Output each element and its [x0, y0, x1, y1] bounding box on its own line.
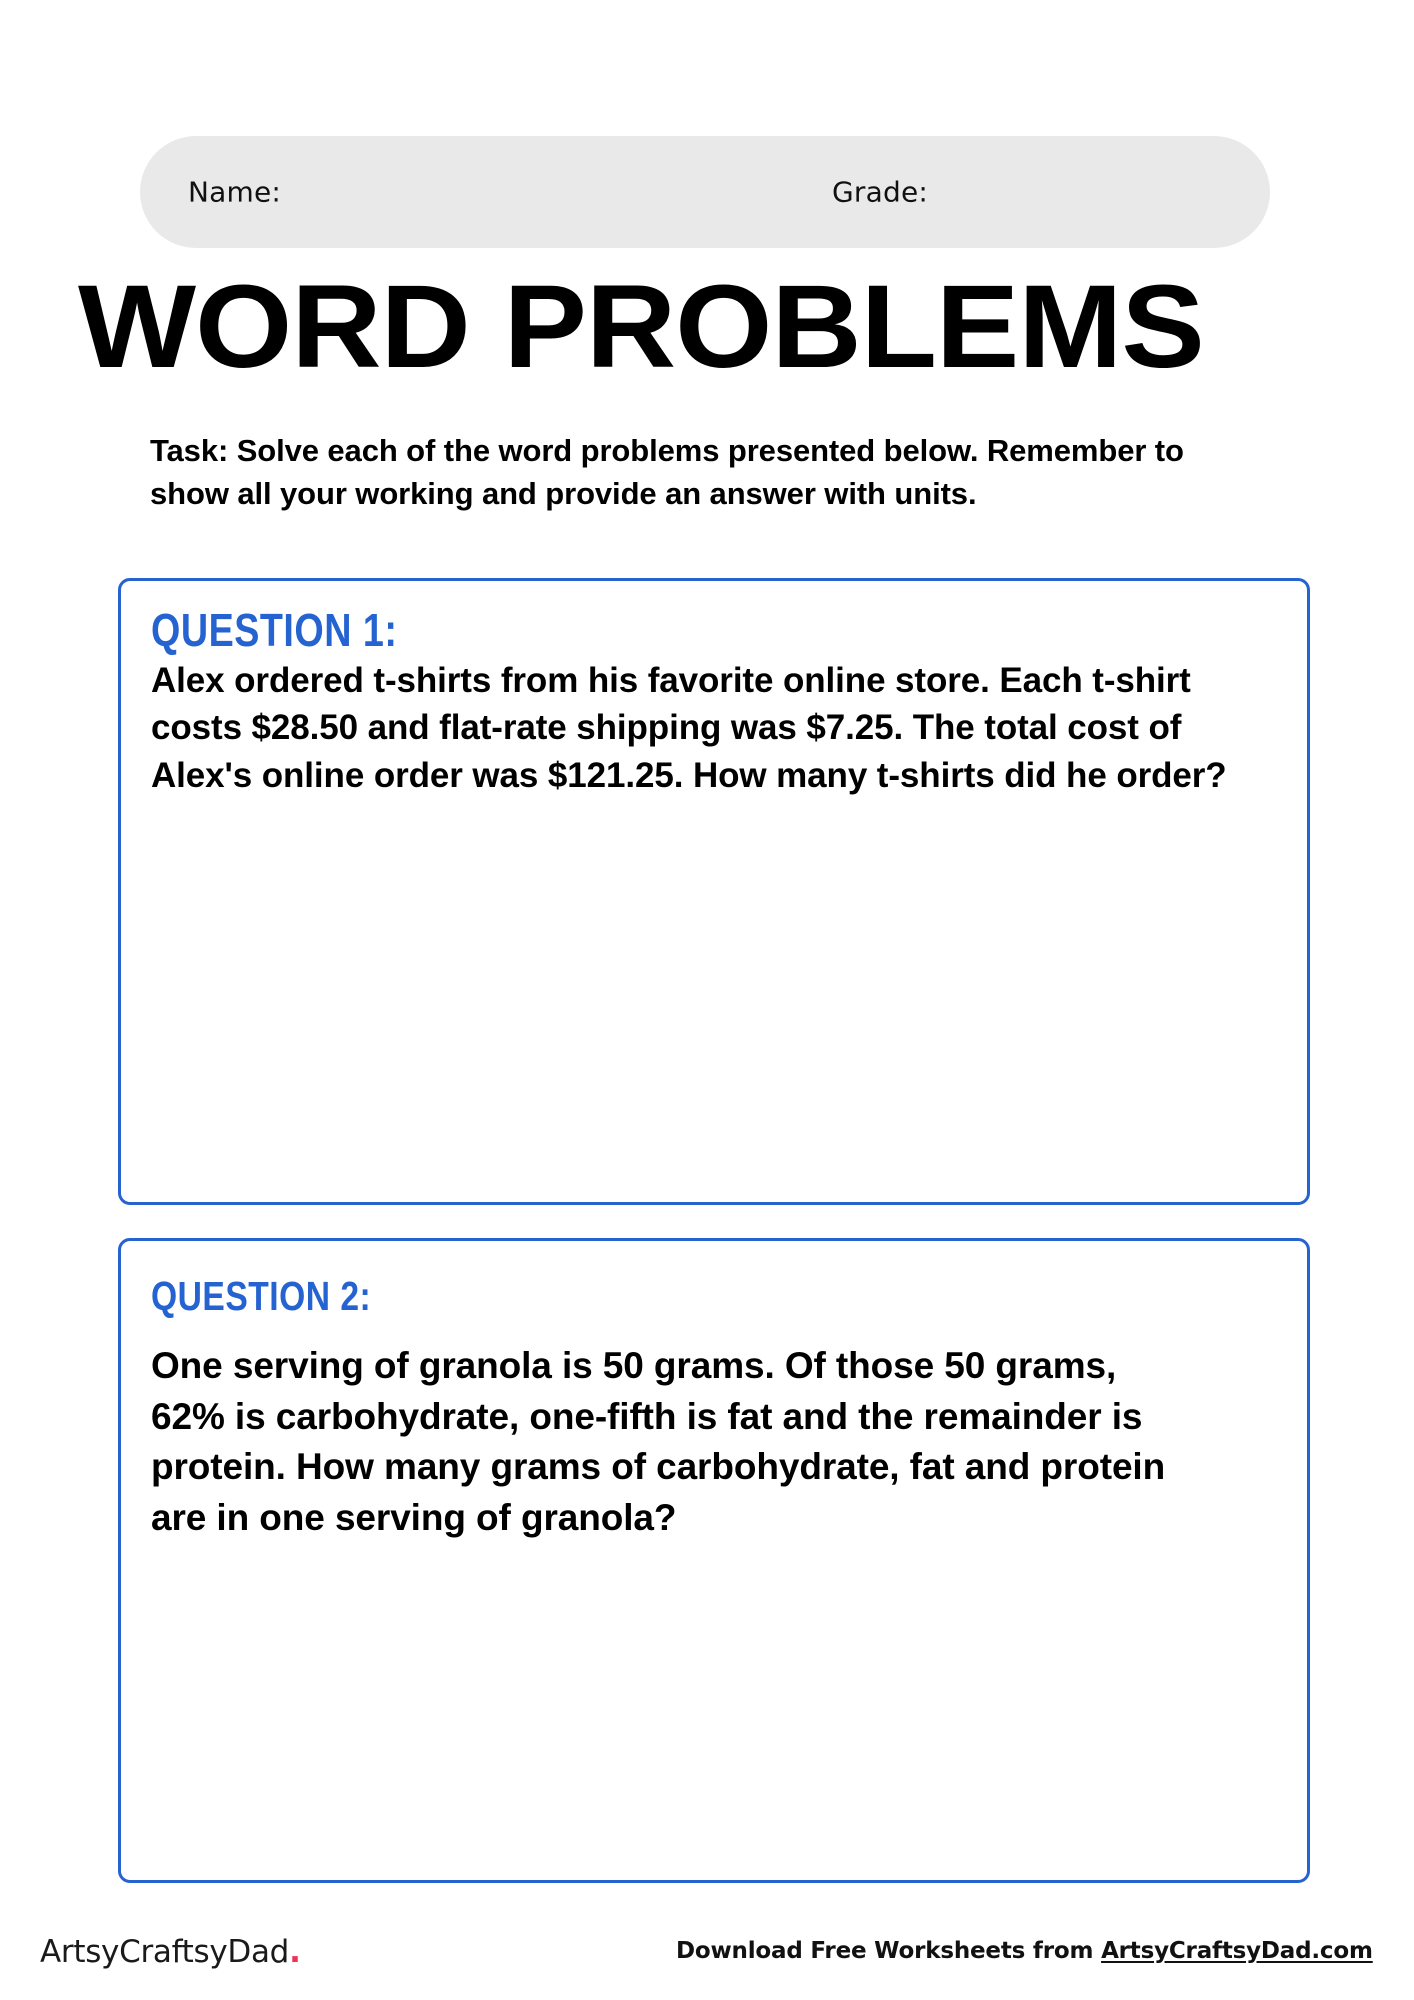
- footer-cta: [676, 1938, 1373, 1964]
- name-grade-bar: [140, 136, 1270, 248]
- question-box-2: [118, 1238, 1310, 1883]
- name-label: Name:: [188, 175, 282, 209]
- brand-logo-text: ArtsyCraftsyDad: [40, 1934, 290, 1970]
- question-1-label: QUESTION 1:: [151, 604, 398, 656]
- grade-label: Grade:: [832, 175, 929, 209]
- question-box-1: [118, 578, 1310, 1205]
- task-instructions: Task: Solve each of the word problems presented below. Remember to show all your working and provide an answer with units.: [150, 433, 1184, 511]
- brand-logo-dot: .: [289, 1934, 301, 1970]
- page-title: WORD PROBLEMS: [78, 261, 1204, 393]
- footer-cta-prefix: Download Free Worksheets from: [676, 1938, 1102, 1964]
- question-2-label: QUESTION 2:: [151, 1273, 372, 1319]
- question-2-text: One serving of granola is 50 grams. Of those 50 grams, 62% is carbohydrate, one-fifth is fat and the remainder is protein. How many grams of carbohydrate, fat and protein are in one serving of granola?: [151, 1345, 1166, 1539]
- brand-logo: [40, 1934, 301, 1970]
- footer-cta-link[interactable]: ArtsyCraftsyDad.com: [1101, 1938, 1373, 1964]
- question-1-text: Alex ordered t-shirts from his favorite online store. Each t-shirt costs $28.50 and flat-rate shipping was $7.25. The total cost of Alex's online order was $121.25. How many t-shirts did he order?: [151, 661, 1227, 795]
